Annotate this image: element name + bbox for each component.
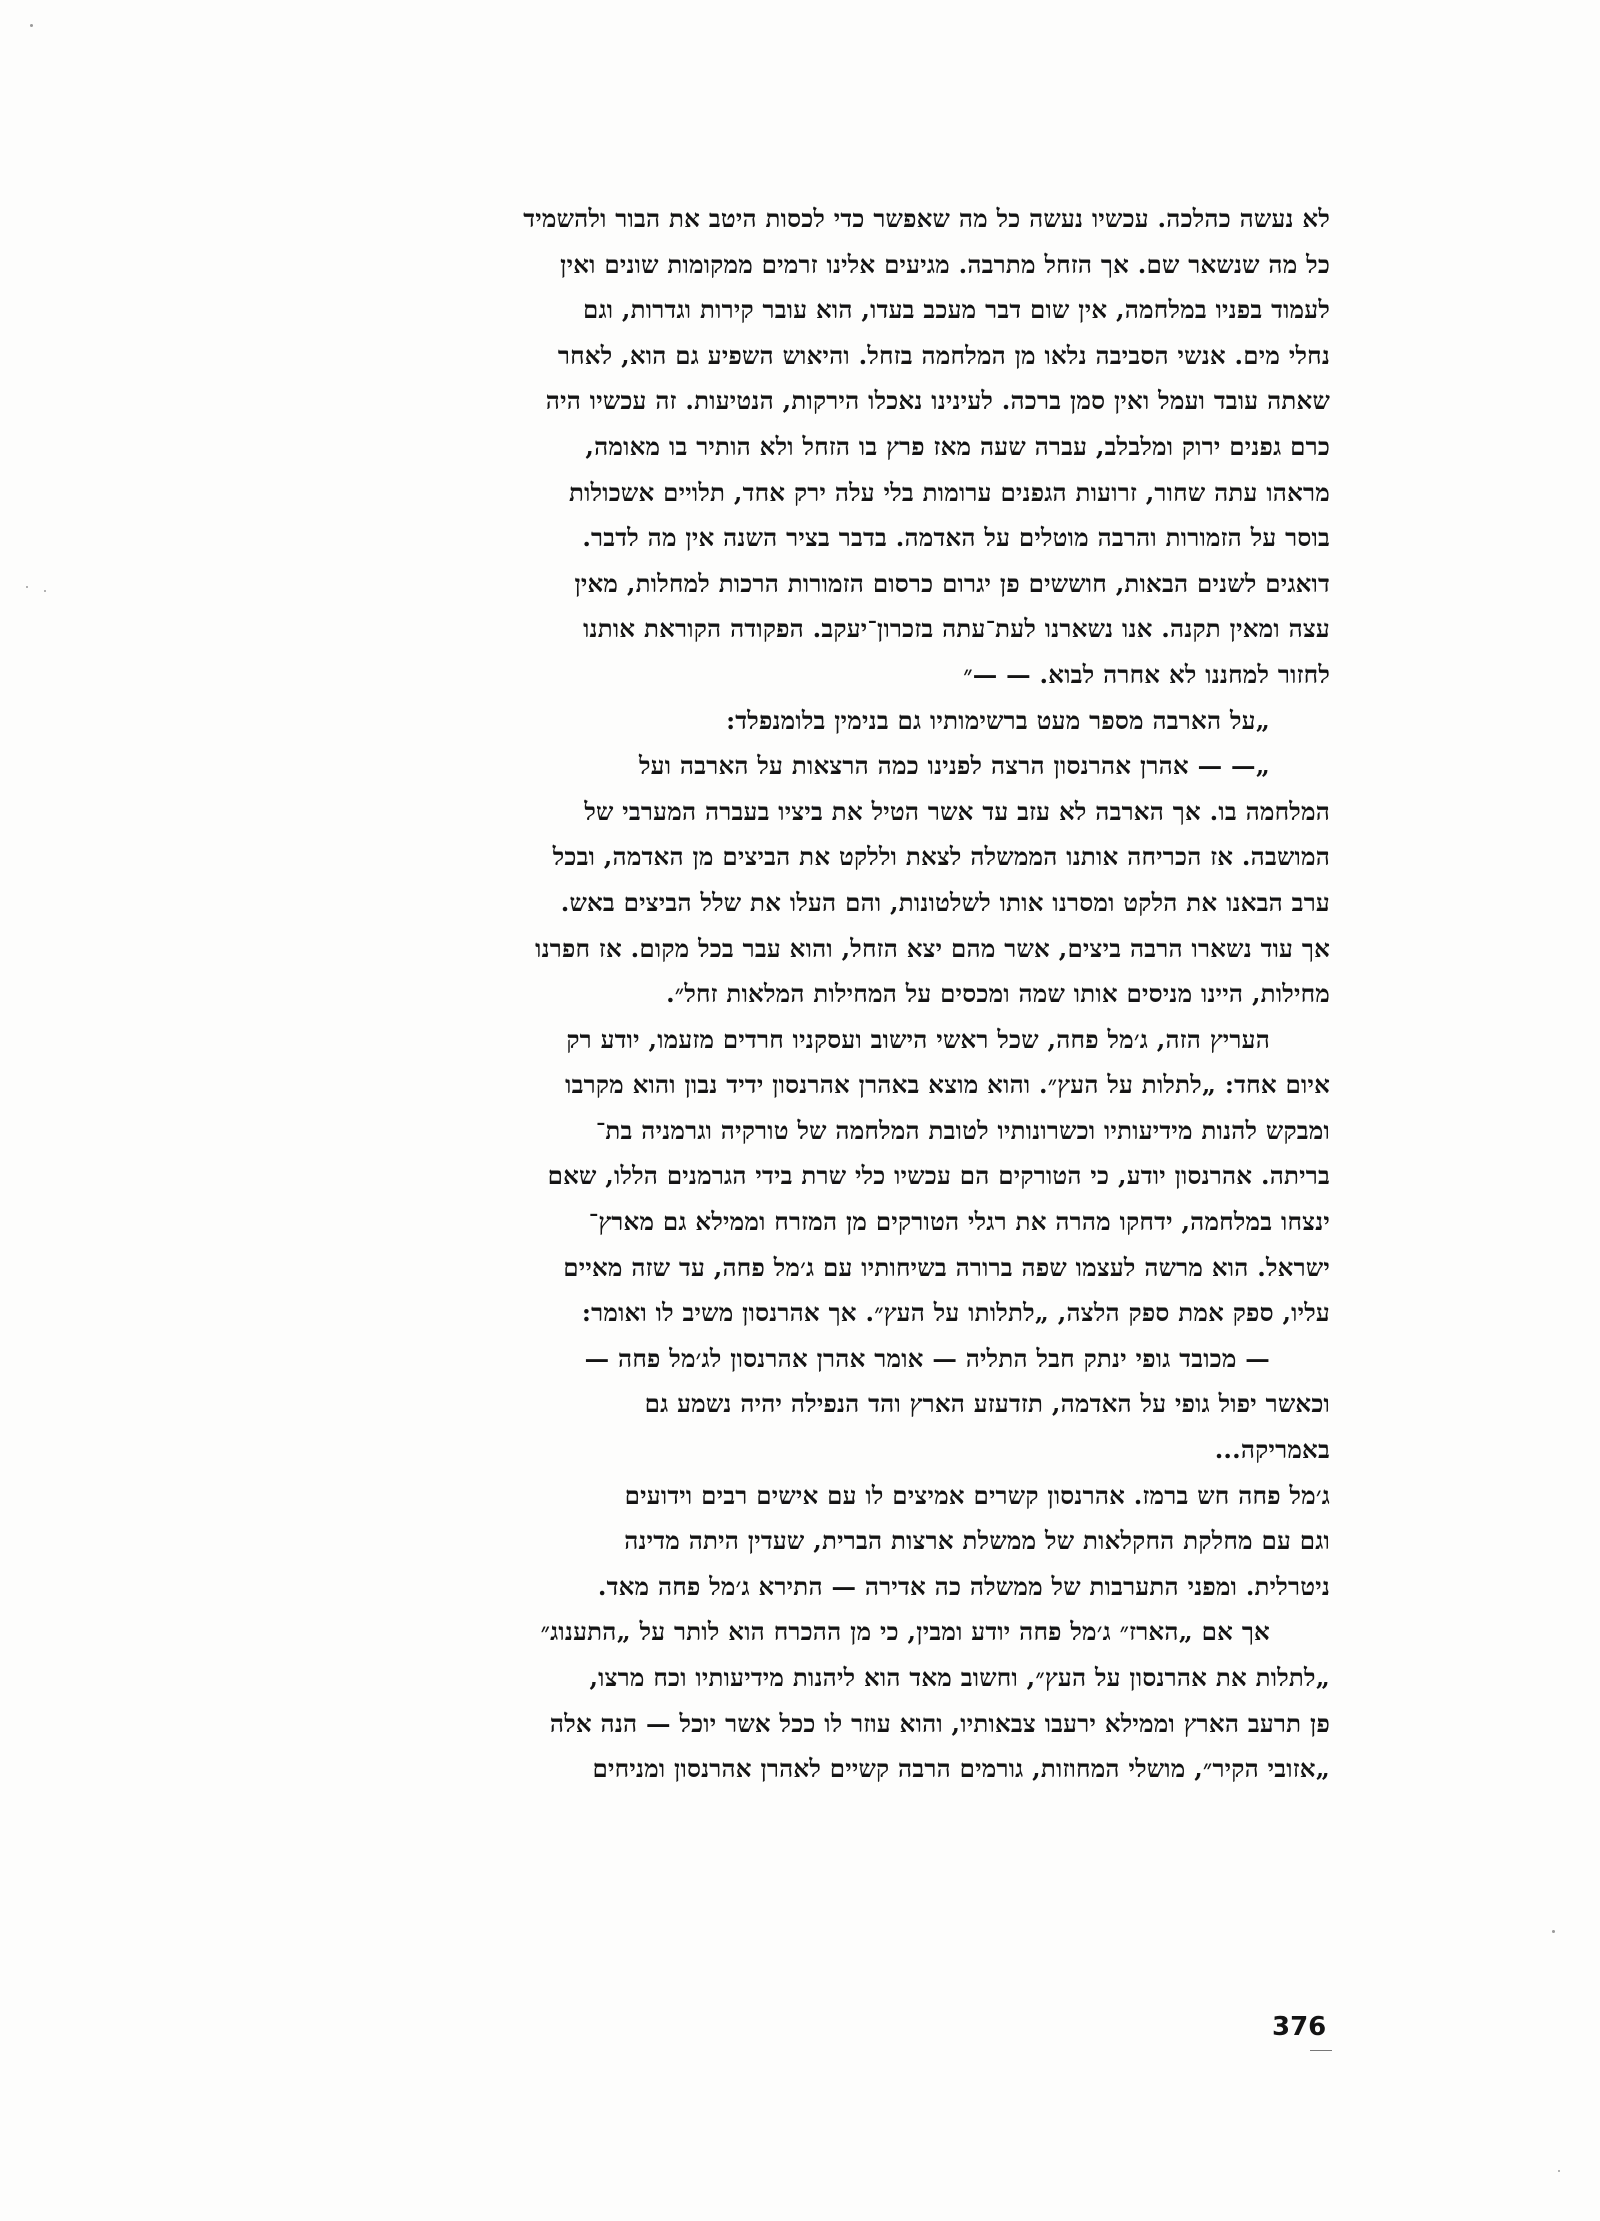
scan-speck <box>1552 1930 1555 1933</box>
text-line: ערב הבאנו את הלקט ומסרנו אותו לשלטונות, והם העלו את שלל הביצים באש. <box>560 887 1330 917</box>
text-line: כרם גפנים ירוק ומלבלב, עברה שעה מאז פרץ בו הזחל ולא הותיר בו מאומה, <box>585 431 1330 461</box>
text-line: פן תרעב הארץ וממילא ירעבו צבאותיו, והוא עוזר לו ככל אשר יוכל — הנה אלה <box>549 1708 1330 1738</box>
text-line: וכאשר יפול גופי על האדמה, תזדעזע הארץ והד הנפילה יהיה נשמע גם <box>644 1389 1330 1419</box>
text-line: שאתה עובד ועמל ואין סמן ברכה. לעינינו נאכלו הירקות, הנטיעות. זה עכשיו היה <box>545 386 1330 416</box>
scan-speck <box>44 590 46 592</box>
text-line: לא נעשה כהלכה. עכשיו נעשה כל מה שאפשר כדי לכסות היטב את הבור ולהשמיד <box>523 204 1330 233</box>
text-line: „לתלות את אהרנסון על העץ״, וחשוב מאד הוא ליהנות מידיעותיו וכח מרצו, <box>589 1663 1330 1692</box>
text-line: המושבה. אז הכריחה אותנו הממשלה לצאת וללקט את הביצים מן האדמה, ובכל <box>552 842 1330 872</box>
text-line: „על הארבה מספר מעט ברשימותיו גם בנימין בלומנפלד: <box>726 705 1270 735</box>
text-line: העריץ הזה, ג׳מל פחה, שכל ראשי הישוב ועסקניו חרדים מזעמו, יודע רק <box>566 1024 1270 1054</box>
text-line: לעמוד בפניו במלחמה, אין שום דבר מעכב בעדו, הוא עובר קירות וגדרות, וגם <box>582 295 1330 325</box>
text-line: המלחמה בו. אך הארבה לא עזב עד אשר הטיל את ביציו בעברה המערבי של <box>584 796 1330 826</box>
text-line: — מכובד גופי ינתק חבל התליה — אומר אהרן אהרנסון לג׳מל פחה — <box>584 1343 1270 1373</box>
text-line: עצה ומאין תקנה. אנו נשארנו לעת־עתה בזכרון־יעקב. הפקודה הקוראת אותנו <box>583 614 1330 644</box>
scan-speck <box>30 24 33 27</box>
text-line: אך עוד נשארו הרבה ביצים, אשר מהם יצא הזחל, והוא עבר בכל מקום. אז חפרנו <box>535 933 1330 963</box>
text-line: ומבקש להנות מידיעותיו וכשרונותיו לטובת המלחמה של טורקיה וגרמניה בת־ <box>595 1115 1330 1145</box>
text-line: „— — אהרן אהרנסון הרצה לפנינו כמה הרצאות על הארבה ועל <box>638 751 1270 781</box>
text-line: דואגים לשנים הבאות, חוששים פן יגרום כרסום הזמורות הרכות למחלות, מאין <box>574 568 1330 598</box>
text-line: עליו, ספק אמת ספק הלצה, „לתלותו על העץ״. אך אהרנסון משיב לו ואומר: <box>581 1298 1330 1328</box>
text-line: בריתה. אהרנסון יודע, כי הטורקים הם עכשיו כלי שרת בידי הגרמנים הללו, שאם <box>547 1161 1330 1191</box>
text-line: ינצחו במלחמה, ידחקו מהרה את רגלי הטורקים מן המזרח וממילא גם מארץ־ <box>588 1207 1330 1237</box>
text-line: לחזור למחננו לא אחרה לבוא. — —״ <box>963 659 1330 689</box>
text-line: ג׳מל פחה חש ברמז. אהרנסון קשרים אמיצים לו עם אישים רבים וידועים <box>624 1480 1330 1510</box>
text-line: איום אחד: „לתלות על העץ״. והוא מוצא באהרן אהרנסון ידיד נבון והוא מקרבו <box>565 1070 1330 1100</box>
text-line: נחלי מים. אנשי הסביבה נלאו מן המלחמה בזחל. והיאוש השפיע גם הוא, לאחר <box>557 340 1330 370</box>
scan-speck <box>1558 2170 1560 2172</box>
text-line: מראהו עתה שחור, זרועות הגפנים ערומות בלי עלה ירק אחד, תלויים אשכולות <box>569 477 1330 507</box>
text-line: כל מה שנשאר שם. אך הזחל מתרבה. מגיעים אלינו זרמים ממקומות שונים ואין <box>560 249 1330 279</box>
text-line: בוסר על הזמורות והרבה מוטלים על האדמה. בדבר בציר השנה אין מה לדבר. <box>582 523 1330 553</box>
text-line: מחילות, היינו מניסים אותו שמה ומכסים על המחילות המלאות זחל״. <box>666 979 1330 1009</box>
text-line: וגם עם מחלקת החקלאות של ממשלת ארצות הברית, שעדין היתה מדינה <box>624 1526 1330 1556</box>
page-number-underline <box>1310 2050 1332 2051</box>
text-line: „אזובי הקיר״, מושלי המחוזות, גורמים הרבה קשיים לאהרן אהרנסון ומניחים <box>592 1754 1330 1784</box>
text-line: ניטרלית. ומפני התערבות של ממשלה כה אדירה — התירא ג׳מל פחה מאד. <box>597 1571 1330 1601</box>
scan-speck <box>26 586 28 588</box>
text-line: באמריקה... <box>1214 1435 1330 1465</box>
text-line: אך אם „הארז״ ג׳מל פחה יודע ומבין, כי מן ההכרח הוא לותר על „התענוג״ <box>540 1617 1270 1647</box>
text-line: ישראל. הוא מרשה לעצמו שפה ברורה בשיחותיו עם ג׳מל פחה, עד שזה מאיים <box>563 1252 1330 1282</box>
page-number: 376 <box>1272 2012 1327 2042</box>
body-text <box>348 196 1330 1792</box>
